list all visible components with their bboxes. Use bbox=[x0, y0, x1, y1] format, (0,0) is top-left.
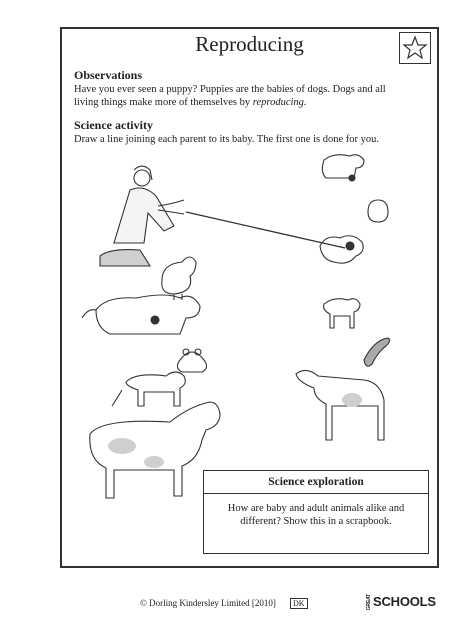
exploration-heading: Science exploration bbox=[204, 471, 428, 494]
baby-illustration bbox=[320, 236, 363, 263]
observations-heading: Observations bbox=[74, 68, 143, 82]
activity-text: Draw a line joining each parent to its baby. The first one is done for you. bbox=[74, 134, 380, 145]
hen-illustration bbox=[162, 257, 196, 300]
science-exploration-box bbox=[203, 470, 429, 554]
girl-illustration bbox=[100, 166, 184, 266]
greatschools-logo: GREATSCHOOLS bbox=[366, 594, 436, 611]
kitten-illustration bbox=[324, 299, 360, 328]
dog-illustration bbox=[82, 295, 200, 334]
chick-illustration bbox=[368, 200, 388, 222]
activity-heading: Science activity bbox=[74, 118, 153, 132]
tadpole-illustration bbox=[364, 338, 390, 366]
dk-logo: DK bbox=[290, 598, 308, 608]
puppy-illustration bbox=[322, 155, 364, 181]
frog-illustration bbox=[177, 349, 206, 372]
exploration-text: How are baby and adult animals alike and different? Show this in a scrapbook. bbox=[227, 503, 405, 527]
star-icon bbox=[399, 32, 431, 64]
calf-illustration bbox=[296, 370, 384, 440]
cow-illustration bbox=[90, 402, 220, 498]
cat-illustration bbox=[112, 372, 185, 406]
page-title: Reproducing bbox=[195, 32, 304, 56]
copyright-text: © Dorling Kindersley Limited [2010] bbox=[140, 598, 276, 608]
observations-text: Have you ever seen a puppy? Puppies are the babies of dogs. Dogs and all living things make more of themselves by reproducing. bbox=[74, 84, 386, 108]
